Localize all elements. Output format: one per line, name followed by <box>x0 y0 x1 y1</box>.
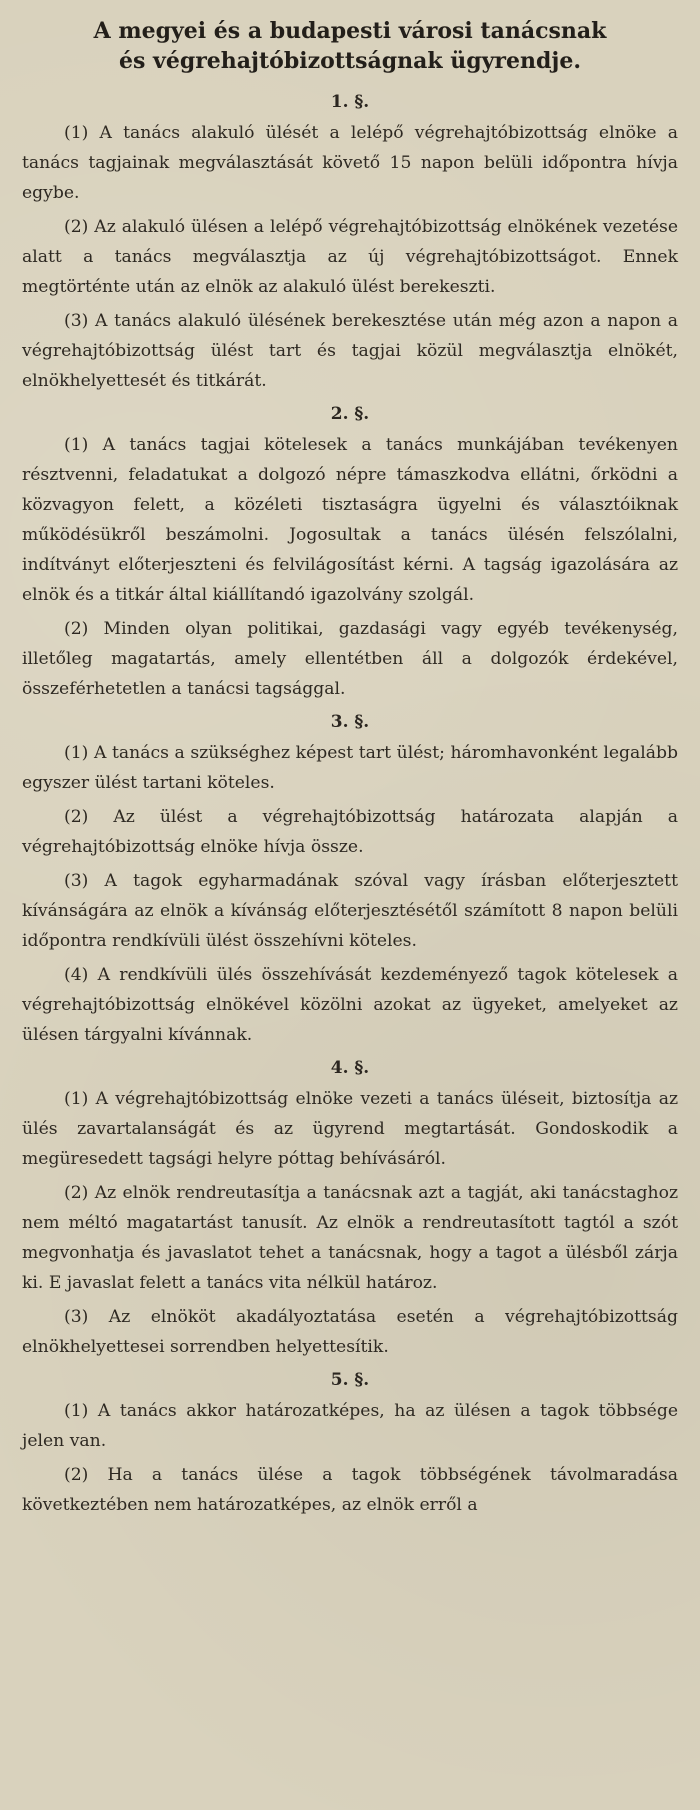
paragraph: (4) A rendkívüli ülés összehívását kezdeményező tagok kötelesek a végrehajtóbizottság elnökével közölni azokat az ügyeket, amelyeket az ülésen tárgyalni kívánnak. <box>22 965 678 1045</box>
paragraph: (3) A tagok egyharmadának szóval vagy írásban előterjesztett kívánságára az elnök a kívánság előterjesztésétől számított 8 napon belüli időpontra rendkívüli ülést összehívni köteles. <box>22 871 678 951</box>
paragraph: (2) Az elnök rendreutasítja a tanácsnak azt a tagját, aki tanácstaghoz nem méltó magatartást tanusít. Az elnök a rendreutasított tagtól a szót megvonhatja és javaslatot tehet a tanácsnak, hogy a tagot a ülésből zárja ki. E javaslat felett a tanács vita nélkül határoz. <box>22 1183 678 1293</box>
section-4 <box>22 1056 678 1362</box>
section-heading: 4. §. <box>330 1058 370 1078</box>
section-heading: 5. §. <box>330 1370 370 1390</box>
paragraph: (2) Az alakuló ülésen a lelépő végrehajtóbizottság elnökének vezetése alatt a tanács megválasztja az új végrehajtóbizottságot. Ennek megtörténte után az elnök az alakuló ülést berekeszti. <box>22 217 678 297</box>
document-title-line-2: és végrehajtóbizottságnak ügyrendje. <box>119 48 581 74</box>
section-heading: 3. §. <box>330 712 370 732</box>
paragraph: (3) Az elnököt akadályoztatása esetén a végrehajtóbizottság elnökhelyettesei sorrendben helyettesítik. <box>22 1307 678 1357</box>
section-2 <box>22 402 678 704</box>
section-3 <box>22 710 678 1050</box>
paragraph: (1) A tanács a szükséghez képest tart ülést; háromhavonként legalább egyszer ülést tartani köteles. <box>22 743 678 793</box>
paragraph: (2) Minden olyan politikai, gazdasági vagy egyéb tevékenység, illetőleg magatartás, amely ellentétben áll a dolgozók érdekével, összeférhetetlen a tanácsi tagsággal. <box>22 619 678 699</box>
section-5 <box>22 1368 678 1520</box>
section-heading: 1. §. <box>330 92 370 112</box>
paragraph: (1) A tanács tagjai kötelesek a tanács munkájában tevékenyen résztvenni, feladatukat a dolgozó népre támaszkodva ellátni, őrködni a közvagyon felett, a közéleti tisztaságra ügyelni és választóiknak működésükről beszámolni. Jogosultak a tanács ülésén felszólalni, indítványt előterjeszteni és felvilágosítást kérni. A tagság igazolására az elnök és a titkár által kiállítandó igazolvány szolgál. <box>22 435 678 605</box>
paragraph: (2) Ha a tanács ülése a tagok többségének távolmaradása következtében nem határozatképes, az elnök erről a <box>22 1465 678 1515</box>
document-title-line-1: A megyei és a budapesti városi tanácsnak <box>93 18 607 44</box>
paragraph: (2) Az ülést a végrehajtóbizottság határozata alapján a végrehajtóbizottság elnöke hívja össze. <box>22 807 678 857</box>
document-title <box>22 16 678 76</box>
paragraph: (1) A tanács akkor határozatképes, ha az ülésen a tagok többsége jelen van. <box>22 1401 678 1451</box>
paragraph: (3) A tanács alakuló ülésének berekesztése után még azon a napon a végrehajtóbizottság ülést tart és tagjai közül megválasztja elnökét, elnökhelyettesét és titkárát. <box>22 311 678 391</box>
section-1 <box>22 90 678 396</box>
paragraph: (1) A tanács alakuló ülését a lelépő végrehajtóbizottság elnöke a tanács tagjainak megválasztását követő 15 napon belüli időpontra hívja egybe. <box>22 123 678 203</box>
section-heading: 2. §. <box>330 404 370 424</box>
paragraph: (1) A végrehajtóbizottság elnöke vezeti a tanács üléseit, biztosítja az ülés zavartalanságát és az ügyrend megtartását. Gondoskodik a megüresedett tagsági helyre póttag behívásáról. <box>22 1089 678 1169</box>
